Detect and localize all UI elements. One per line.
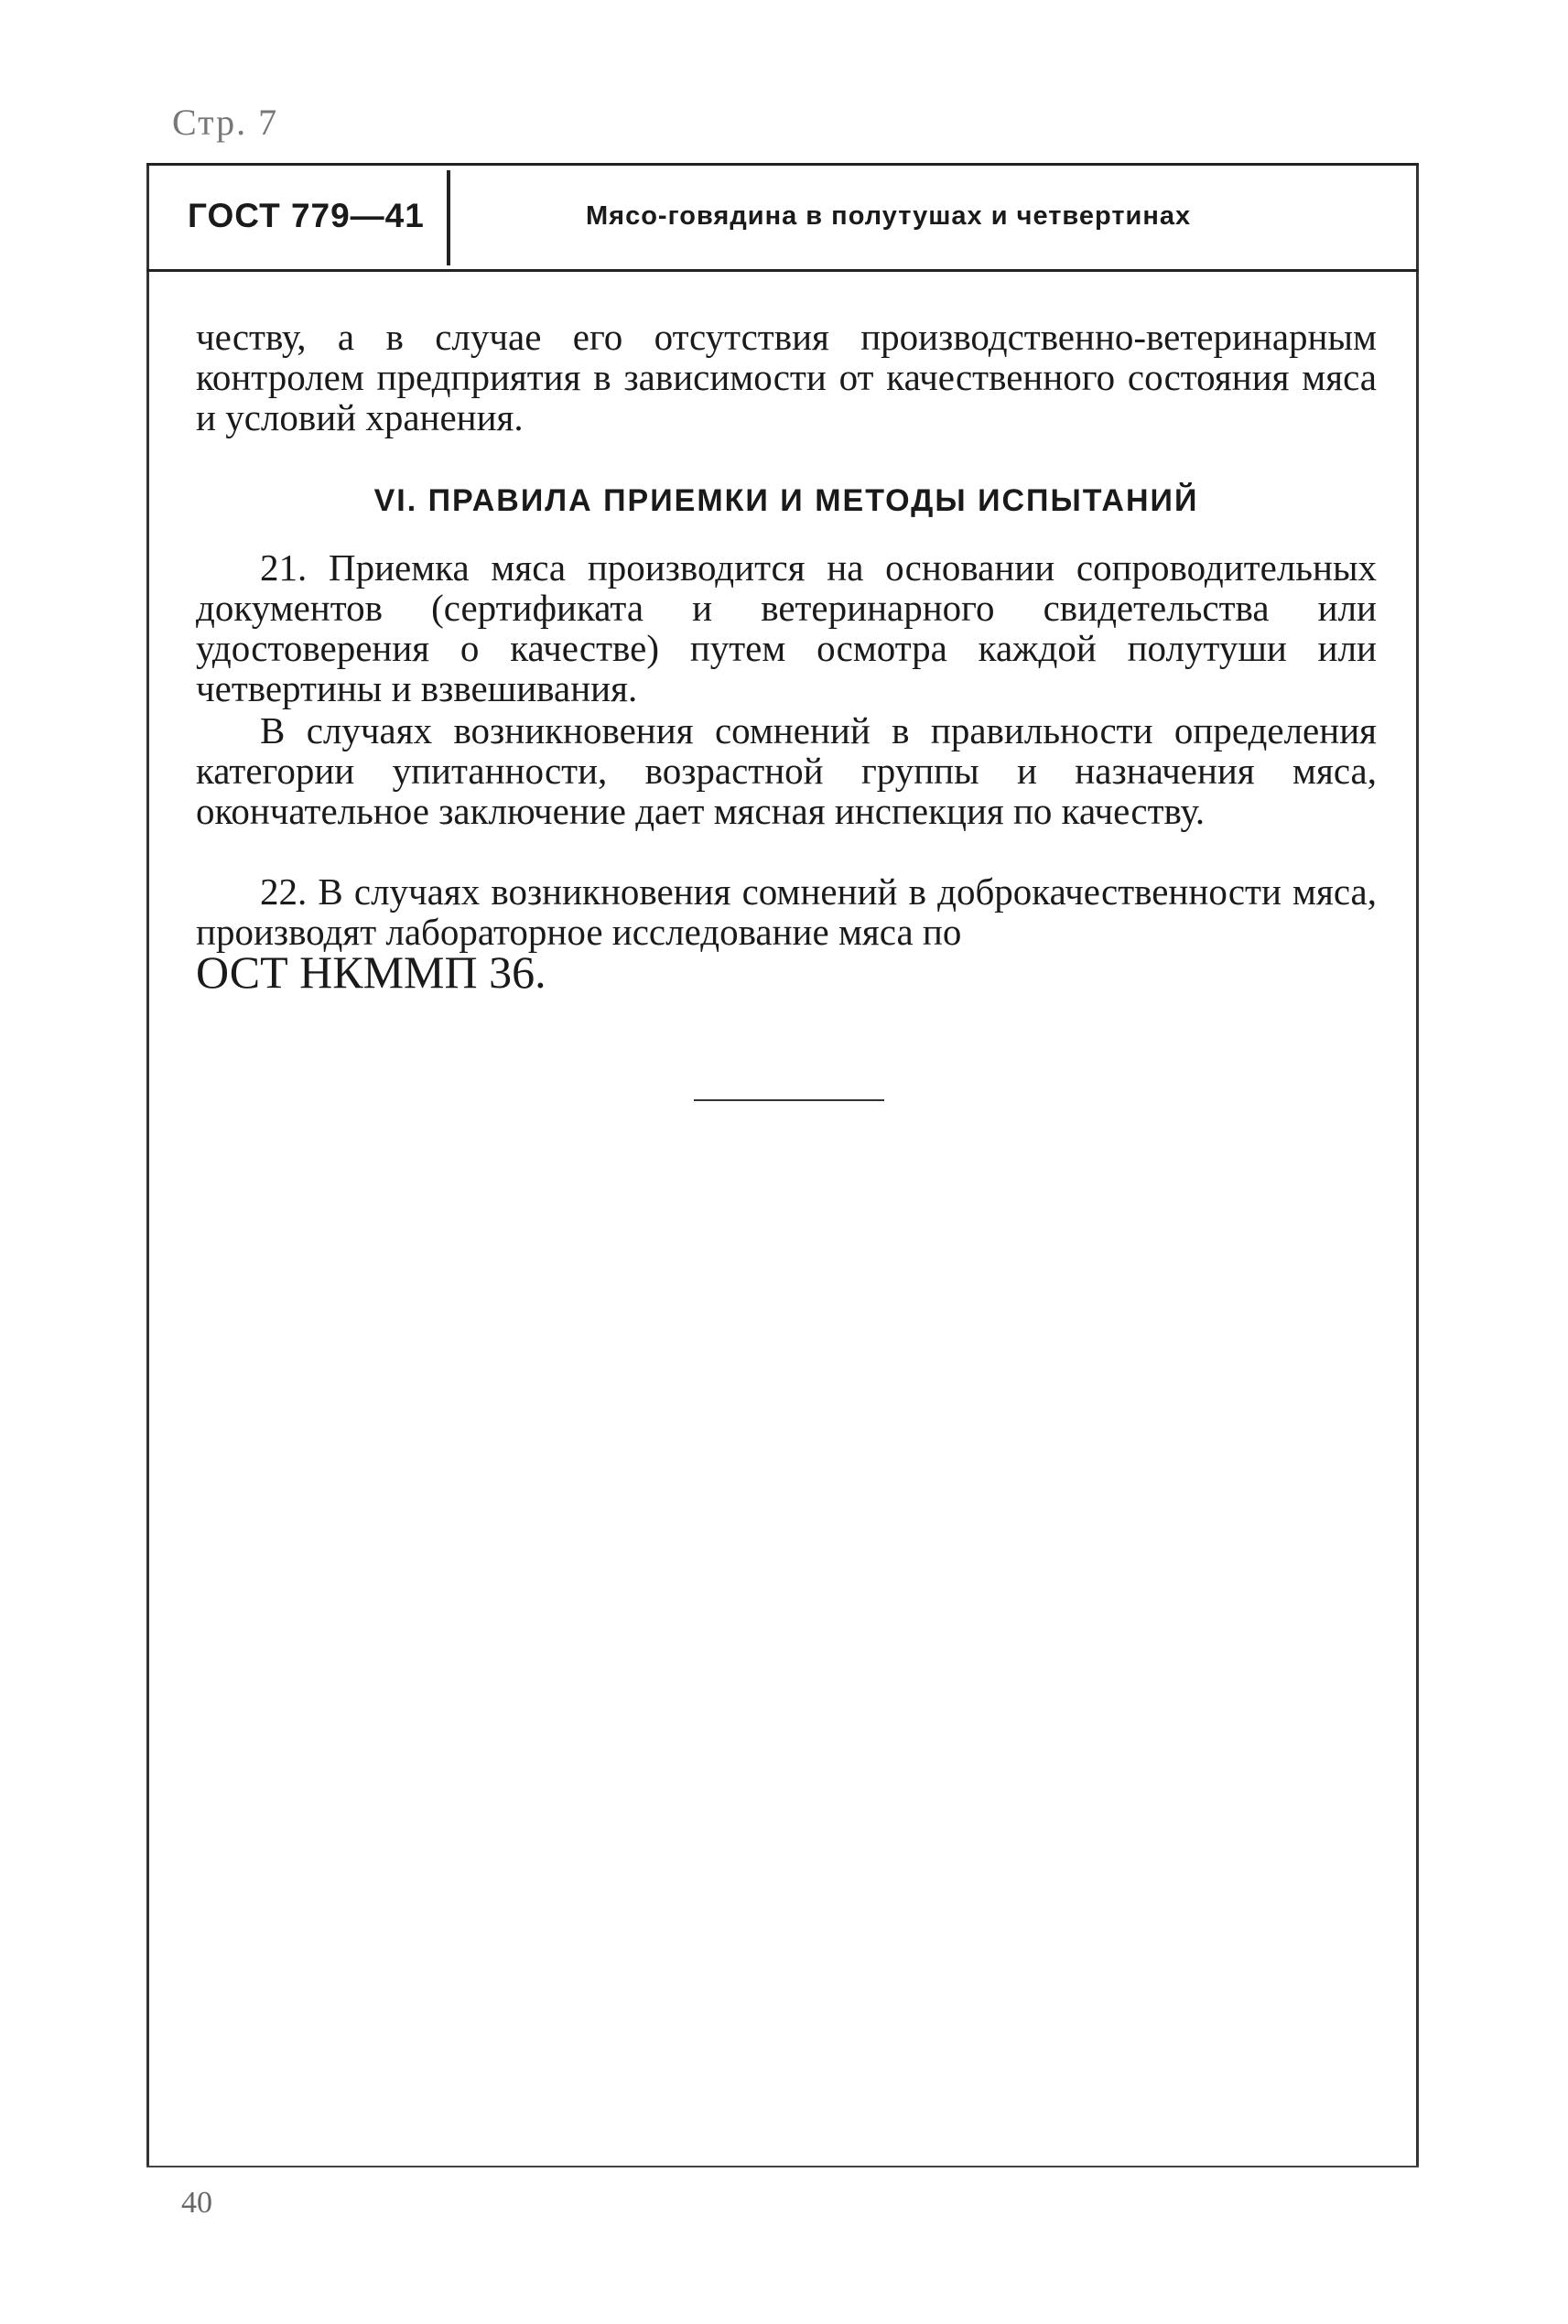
paragraph-22-text: 22. В случаях возникновения сомнений в доброкачественности мяса, производят лабораторное исследование мяса по bbox=[196, 870, 1377, 953]
footer-rule bbox=[146, 2166, 1419, 2167]
paragraph-21: 21. Приемка мяса производится на основании сопроводительных документов (сертификата и ветеринарного свидетельства или удостоверения о качестве) путем осмотра каждой полутуши или четвертины и взвешивания. bbox=[196, 546, 1377, 709]
standard-number: ГОСТ 779—41 bbox=[188, 197, 425, 234]
page-number: 40 bbox=[181, 2186, 212, 2220]
page-frame bbox=[146, 163, 1419, 2167]
header-divider bbox=[447, 170, 450, 265]
page-label: Стр. 7 bbox=[172, 102, 279, 143]
paragraph-21-continuation: В случаях возникновения сомнений в правильности определения категории упитанности, возрастной группы и назначения мяса, окончательное заключение дает мясная инспекция по качеству. bbox=[196, 709, 1377, 832]
end-rule bbox=[694, 1099, 884, 1101]
document-title: Мясо-говядина в полутушах и четвертинах bbox=[586, 201, 1192, 231]
section-heading: VI. ПРАВИЛА ПРИЕМКИ И МЕТОДЫ ИСПЫТАНИЙ bbox=[373, 483, 1199, 518]
continuation-paragraph: честву, а в случае его отсутствия производственно-ветеринарным контролем предприятия в зависимости от качественного состояния мяса и условий хранения. bbox=[196, 316, 1377, 438]
header-bottom-rule bbox=[146, 269, 1419, 272]
paragraph-22 bbox=[196, 870, 1377, 998]
header-top-rule bbox=[146, 163, 1419, 166]
standard-reference: ОСТ НКММП 36. bbox=[196, 946, 546, 998]
